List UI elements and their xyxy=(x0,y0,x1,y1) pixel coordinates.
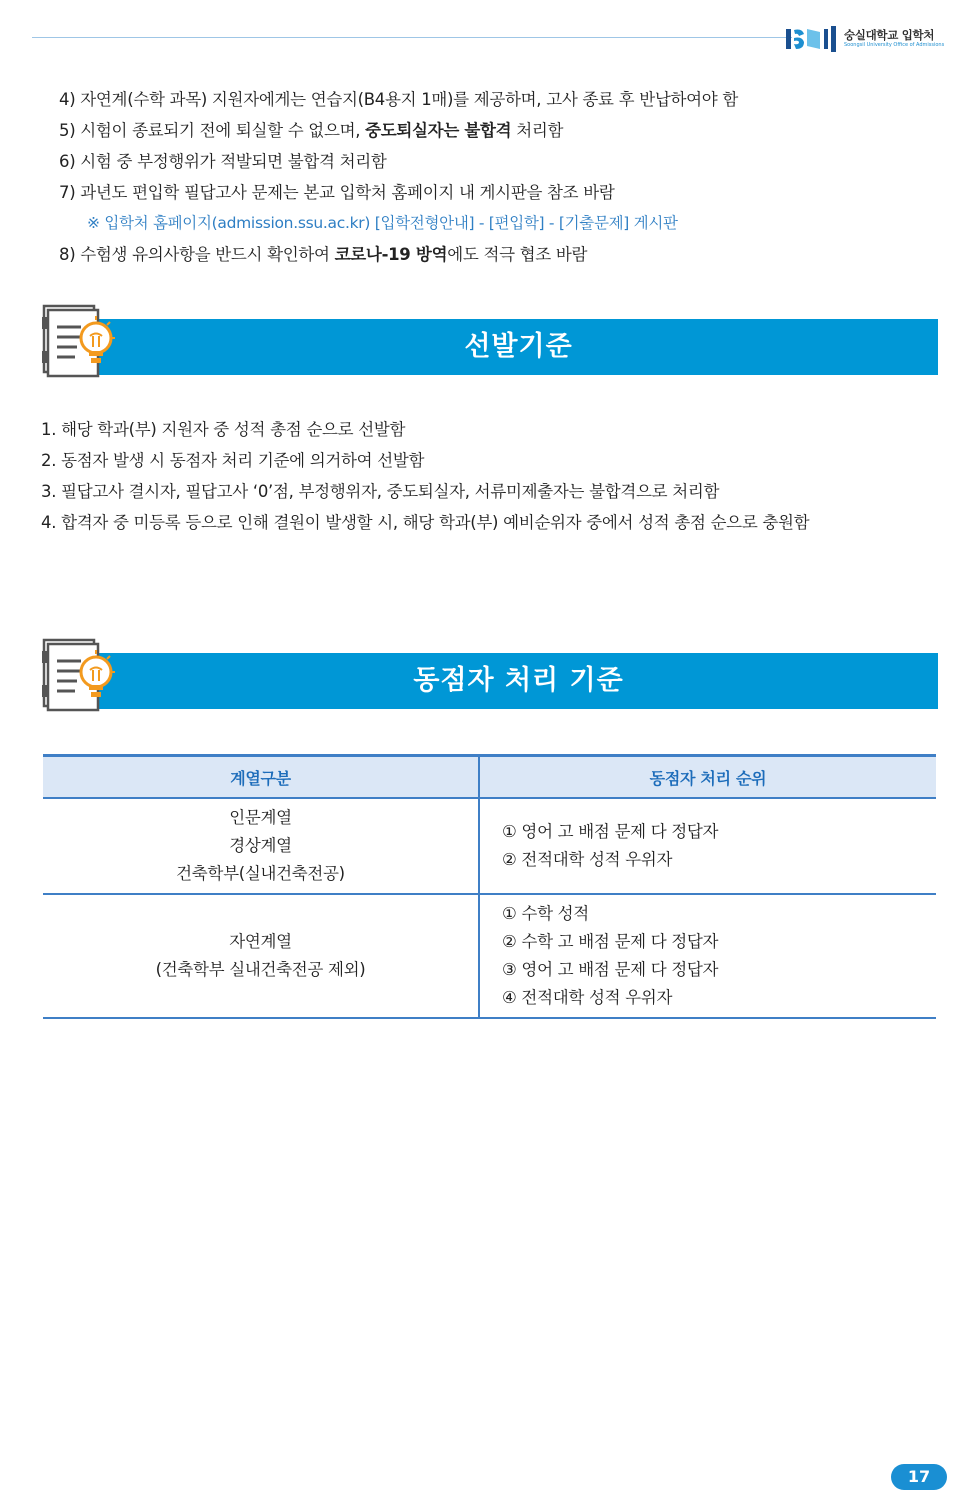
document-lightbulb-icon xyxy=(41,637,117,713)
section-title: 선발기준 xyxy=(464,331,573,362)
note-text: ※ 입학처 홈페이지(admission.ssu.ac.kr) [입학전형안내] - [편입학] - [기출문제] 게시판 xyxy=(87,214,678,232)
category-line: (건축학부 실내건축전공 제외) xyxy=(155,960,366,979)
category-line: 건축학부(실내건축전공) xyxy=(176,864,345,883)
category-line: 경상계열 xyxy=(229,836,292,855)
order-line: ④ 전적대학 성적 우위자 xyxy=(502,988,673,1007)
note-item xyxy=(59,177,738,208)
section-header-tiebreak xyxy=(41,637,938,713)
criteria-item: 1. 해당 학과(부) 지원자 중 성적 총점 순으로 선발함 xyxy=(41,420,406,439)
table-row xyxy=(43,798,936,894)
note-text: 에도 적극 협조 바람 xyxy=(447,245,588,264)
order-line: ② 전적대학 성적 우위자 xyxy=(502,850,673,869)
criteria-item: 3. 필답고사 결시자, 필답고사 ‘0’점, 부정행위자, 중도퇴실자, 서류미제출자는 불합격으로 처리함 xyxy=(41,482,720,501)
section-title: 동점자 처리 기준 xyxy=(413,665,624,696)
note-text: 4) 자연계(수학 과목) 지원자에게는 연습지(B4용지 1매)를 제공하며, 고사 종료 후 반납하여야 함 xyxy=(59,90,739,109)
tiebreak-table xyxy=(43,754,936,1019)
column-header-category: 계열구분 xyxy=(43,756,479,799)
section-header-selection xyxy=(41,303,938,379)
note-emphasis: 중도퇴실자는 불합격 xyxy=(365,121,512,140)
note-text: 7) 과년도 편입학 필답고사 문제는 본교 입학처 홈페이지 내 게시판을 참조 바람 xyxy=(59,183,615,202)
ssu-logo-icon xyxy=(786,26,838,52)
table-row xyxy=(43,894,936,1018)
category-line: 자연계열 xyxy=(229,932,292,951)
category-line: 인문계열 xyxy=(229,808,292,827)
note-item xyxy=(59,146,738,177)
order-cell xyxy=(479,894,936,1018)
document-lightbulb-icon xyxy=(41,303,117,379)
order-cell xyxy=(479,798,936,894)
category-cell xyxy=(43,894,479,1018)
note-subline xyxy=(59,208,738,239)
order-line: ② 수학 고 배점 문제 다 정답자 xyxy=(502,932,719,951)
note-item xyxy=(59,115,738,146)
note-text: 6) 시험 중 부정행위가 적발되면 불합격 처리함 xyxy=(59,152,387,171)
logo-korean-text: 숭실대학교 입학처 xyxy=(844,27,935,42)
order-line: ③ 영어 고 배점 문제 다 정답자 xyxy=(502,960,719,979)
header-divider xyxy=(32,37,792,38)
note-item xyxy=(59,239,738,270)
university-logo xyxy=(786,26,944,52)
criteria-item: 4. 합격자 중 미등록 등으로 인해 결원이 발생할 시, 해당 학과(부) 예비순위자 중에서 성적 총점 순으로 충원함 xyxy=(41,513,810,532)
note-emphasis: 코로나-19 방역 xyxy=(334,245,448,264)
note-text: 8) 수험생 유의사항을 반드시 확인하여 xyxy=(59,245,335,264)
note-text: 5) 시험이 종료되기 전에 퇴실할 수 없으며, xyxy=(59,121,366,140)
exam-notes-list xyxy=(59,84,738,270)
note-text: 처리함 xyxy=(511,121,564,140)
logo-english-text: Soongsil University Office of Admissions xyxy=(844,42,945,49)
note-item xyxy=(59,84,738,115)
selection-criteria-list xyxy=(41,414,809,538)
order-line: ① 영어 고 배점 문제 다 정답자 xyxy=(502,822,719,841)
page-number: 17 xyxy=(891,1464,947,1490)
category-cell xyxy=(43,798,479,894)
order-line: ① 수학 성적 xyxy=(502,904,589,923)
column-header-order: 동점자 처리 순위 xyxy=(479,756,936,799)
criteria-item: 2. 동점자 발생 시 동점자 처리 기준에 의거하여 선발함 xyxy=(41,451,425,470)
